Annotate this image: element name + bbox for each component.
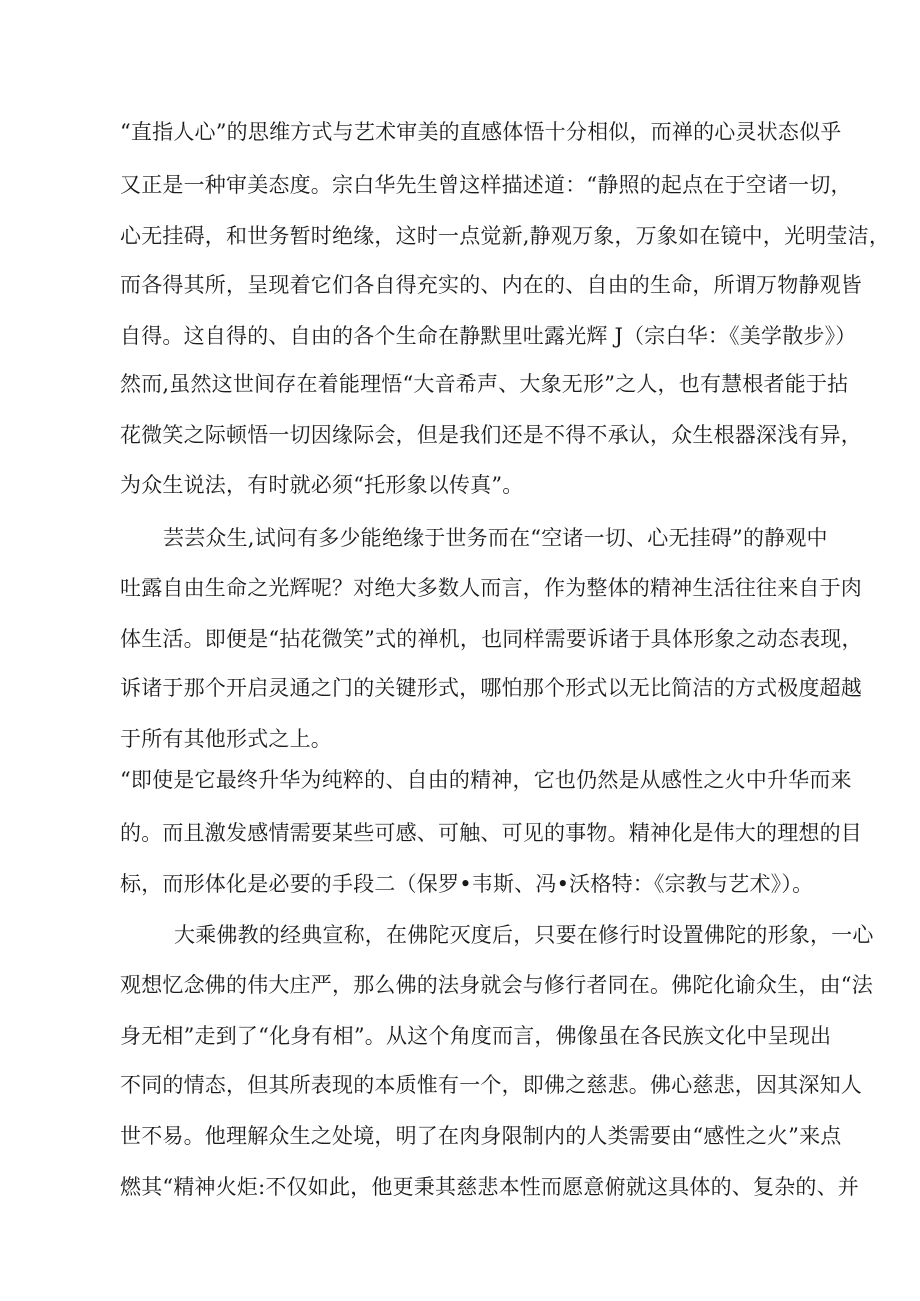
text-line: 观想忆念佛的伟大庄严，那么佛的法身就会与修行者同在。佛陀化谕众生，由“法 xyxy=(120,973,873,997)
text-line: 芸芸众生,试问有多少能绝缘于世务而在“空诸一切、心无挂碍”的静观中 xyxy=(163,526,828,550)
text-line: 身无相”走到了“化身有相”。从这个角度而言，佛像虽在各民族文化中呈现出 xyxy=(120,1024,832,1048)
text-line: 又正是一种审美态度。宗白华先生曾这样描述道：“静照的起点在于空诸一切， xyxy=(120,173,852,197)
text-line: “即使是它最终升华为纯粹的、自由的精神，它也仍然是从感性之火中升华而来 xyxy=(120,768,852,792)
text-line: 自得。这自得的、自由的各个生命在静默里吐露光辉 J（宗白华：《美学散步》） xyxy=(120,324,857,348)
text-line: 世不易。他理解众生之处境，明了在肉身限制内的人类需要由“感性之火”来点 xyxy=(120,1124,842,1148)
text-line: 吐露自由生命之光辉呢？对绝大多数人而言，作为整体的精神生活往往来自于肉 xyxy=(120,576,862,600)
text-line: 体生活。即便是“拈花微笑”式的禅机，也同样需要诉诸于具体形象之动态表现， xyxy=(120,627,863,651)
text-line: “直指人心”的思维方式与艺术审美的直感体悟十分相似，而禅的心灵状态似乎 xyxy=(120,120,842,144)
text-line: 标，而形体化是必要的手段二（保罗•韦斯、冯•沃格特：《宗教与艺术》）。 xyxy=(120,872,814,896)
text-line: 大乘佛教的经典宣称，在佛陀灭度后，只要在修行时设置佛陀的形象，一心 xyxy=(174,923,874,947)
text-line: 不同的情态，但其所表现的本质惟有一个，即佛之慈悲。佛心慈悲，因其深知人 xyxy=(120,1073,862,1097)
text-line: 的。而且激发感情需要某些可感、可触、可见的事物。精神化是伟大的理想的目 xyxy=(120,821,862,845)
text-line: 心无挂碍，和世务暂时绝缘，这时一点觉新,静观万象，万象如在镜中，光明莹洁， xyxy=(120,224,891,248)
text-line: 花微笑之际顿悟一切因缘际会，但是我们还是不得不承认，众生根器深浅有异， xyxy=(120,423,862,447)
text-line: 燃其“精神火炬:不仅如此，他更秉其慈悲本性而愿意俯就这具体的、复杂的、并 xyxy=(120,1175,860,1199)
text-line: 为众生说法，有时就必须“托形象以传真”。 xyxy=(120,473,524,497)
text-line: 诉诸于那个开启灵通之门的关键形式，哪怕那个形式以无比简洁的方式极度超越 xyxy=(120,676,862,700)
text-line: 然而,虽然这世间存在着能理悟“大音希声、大象无形”之人，也有慧根者能于拈 xyxy=(120,372,849,396)
text-line: 而各得其所，呈现着它们各自得充实的、内在的、自由的生命，所谓万物静观皆 xyxy=(120,273,862,297)
text-line: 于所有其他形式之上。 xyxy=(120,727,332,751)
